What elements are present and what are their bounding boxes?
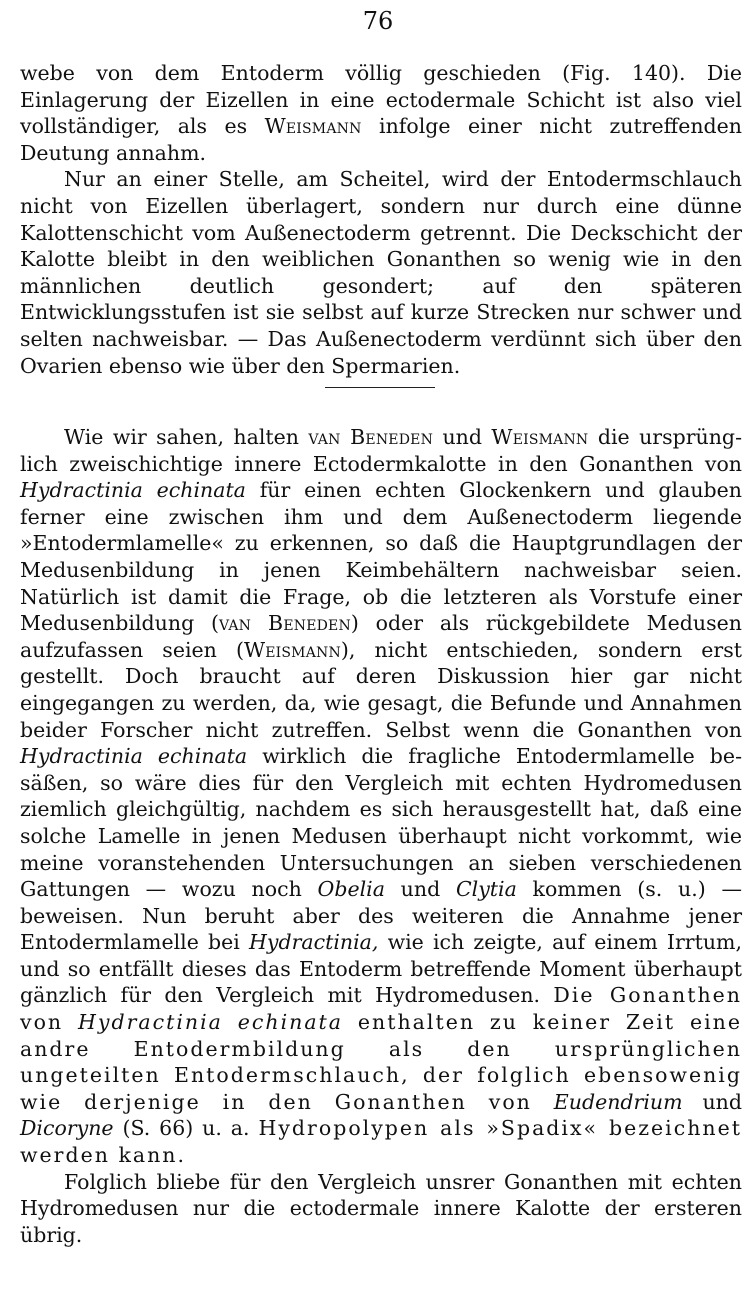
text-run: wirklich die fragliche Entodermlamelle besäßen, so wäre dies für den Vergleich mit echten Hydromedusen ziemlich gleichgültig, nachdem es sich herausgestellt hat, daß eine solche Lamelle in jenen Medusen überhaupt nicht vorkommt, wie meine voranstehenden Untersuchungen an sieben verschiedenen Gattungen — wozu noch xyxy=(20,744,743,902)
emphasized-text: enthalten zu keiner Zeit eine andre Entodermbildung als den ursprünglichen ungeteilten Entodermschlauch, der folglich ebensowenig wie derjenige in den Gonanthen von xyxy=(20,1010,742,1114)
author-name: Weismann xyxy=(491,425,589,449)
page-number: 76 xyxy=(362,7,394,35)
section-2 xyxy=(20,424,742,1248)
emphasized-text: Hydropolypen als »Spadix« bezeichnet werden kann. xyxy=(20,1116,742,1168)
author-name: Weismann xyxy=(243,637,341,662)
emphasized-text: Die Gonanthen von xyxy=(20,983,742,1035)
paragraph: Folglich bliebe für den Vergleich unsrer Gonanthen mit echten Hydromedusen nur die ectodermale innere Kalotte der ersteren übrig. xyxy=(20,1169,742,1247)
genus-name: Eudendrium xyxy=(553,1089,683,1114)
text-run: infolge einer nicht zutreffenden Deutung annahm. xyxy=(20,114,742,165)
text-run: webe von dem Entoderm völlig geschieden (Fig. 140). Die Einlagerung der Eizellen in eine ectodermale Schicht ist also viel vollständiger, als es xyxy=(20,61,742,139)
paragraph xyxy=(20,60,742,166)
author-name: van Beneden xyxy=(308,425,434,449)
text-run: und xyxy=(682,1089,742,1114)
paragraph: Nur an einer Stelle, am Scheitel, wird der Entodermschlauch nicht von Eizellen überlagert, sondern nur durch eine dünne Kalottenschicht vom Außenectoderm getrennt. Die Deckschicht der Kalotte bleibt in den weiblichen Gonanthen so wenig wie in den männlichen deutlich gesondert; auf den späteren Entwicklungsstufen ist sie selbst auf kurze Strecken nur schwer und selten nachweisbar. — Das Außenectoderm verdünnt sich über den Ovarien ebenso wie über den Spermarien. xyxy=(20,167,742,378)
genus-name: Hydractinia, xyxy=(249,930,379,955)
text-run: ) oder als rückgebildete Medusen aufzufassen seien ( xyxy=(20,611,742,662)
species-name: Hydractinia echinata xyxy=(78,1010,344,1035)
author-name: Weismann xyxy=(264,114,362,139)
text-run: (S. 66) u. a. xyxy=(113,1116,259,1141)
genus-name: Obelia xyxy=(317,877,385,902)
text-run: die ursprünglich zweischichtige innere Ectodermkalotte in den Gonanthen von xyxy=(20,425,742,476)
genus-name: Clytia xyxy=(455,877,517,902)
text-run: wie ich zeigte, auf einem Irrtum, und so entfällt dieses das Entoderm betreffende Moment überhaupt gänzlich für den Vergleich mit Hydromedusen. xyxy=(20,930,742,1008)
text-run: ), nicht entschieden, sondern erst gestellt. Doch braucht auf deren Diskussion hier gar nicht eingegangen zu werden, da, wie gesagt, die Befunde und Annahmen beider Forscher nicht zutreffen. Selbst wenn die Gonanthen von xyxy=(20,637,742,742)
species-name: Hydractinia echinata xyxy=(20,744,248,769)
text-run: und xyxy=(384,877,456,902)
text-run: Wie wir sahen, halten xyxy=(64,425,309,449)
text-run: für einen echten Glockenkern und glauben ferner eine zwischen ihm und dem Außenectoderm liegende »Entodermlamelle« zu erkennen, so daß die Hauptgrundlagen der Medusenbildung in jenen Keimbehältern nachweisbar seien. Natürlich ist damit die Frage, ob die letzteren als Vorstufe einer Medusenbildung ( xyxy=(20,478,742,636)
author-name: van Beneden xyxy=(218,611,351,636)
text-run: und xyxy=(433,425,492,449)
section-divider xyxy=(325,387,435,388)
text-run: kommen (s. u.) — beweisen. Nun beruht aber des weiteren die Annahme jener Entodermlamelle bei xyxy=(20,877,742,955)
paragraph xyxy=(20,424,742,1169)
species-name: Hydractinia echinata xyxy=(20,478,246,503)
genus-name: Dicoryne xyxy=(20,1116,114,1141)
section-1 xyxy=(20,60,742,379)
